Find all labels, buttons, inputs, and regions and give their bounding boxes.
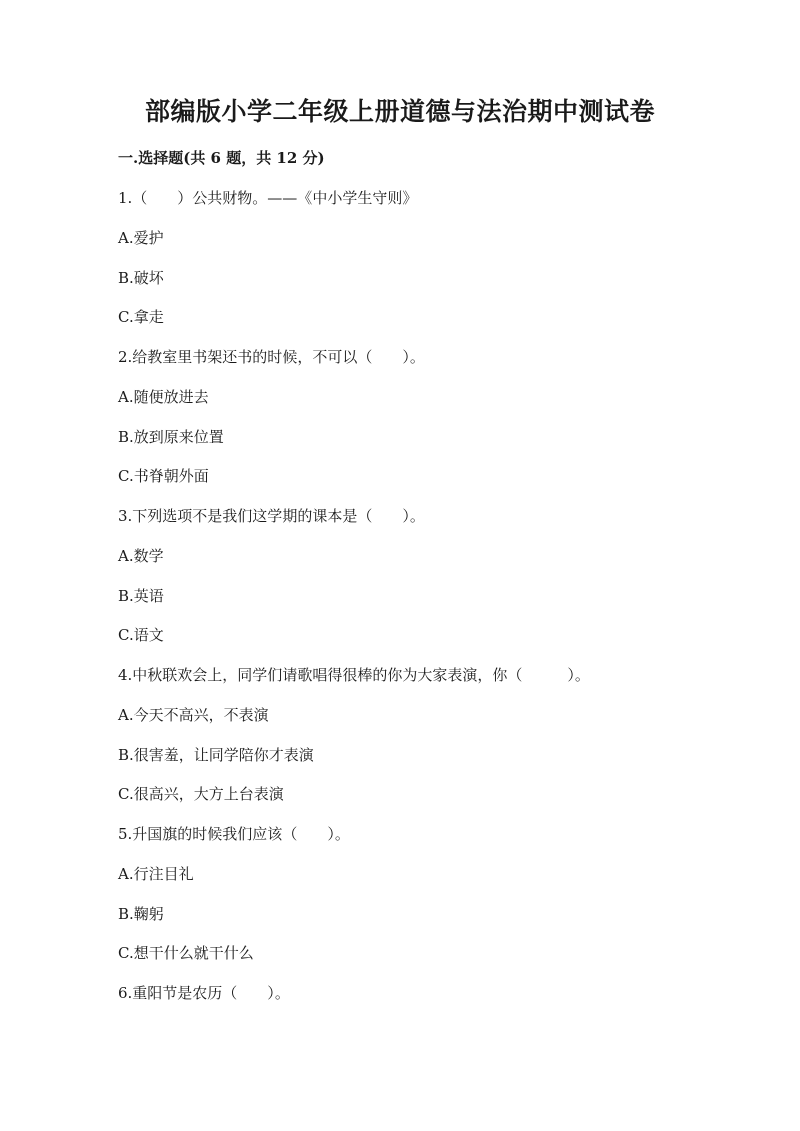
section-header: 一.选择题(共 6 题，共 12 分) bbox=[118, 149, 325, 167]
answer-option: A.今天不高兴，不表演 bbox=[118, 705, 269, 724]
answer-option: C.很高兴，大方上台表演 bbox=[118, 785, 284, 804]
answer-option: C.语文 bbox=[118, 626, 164, 645]
answer-option: B.破坏 bbox=[118, 268, 164, 287]
question-stem: 4.中秋联欢会上，同学们请歌唱得很棒的你为大家表演，你（ ）。 bbox=[118, 666, 590, 684]
answer-option: B.英语 bbox=[118, 586, 164, 605]
answer-option: A.数学 bbox=[118, 546, 164, 565]
answer-option: B.很害羞，让同学陪你才表演 bbox=[118, 745, 314, 764]
answer-option: C.想干什么就干什么 bbox=[118, 944, 254, 963]
answer-option: A.行注目礼 bbox=[118, 864, 194, 883]
answer-option: C.拿走 bbox=[118, 308, 164, 327]
answer-option: C.书脊朝外面 bbox=[118, 467, 209, 486]
answer-option: B.放到原来位置 bbox=[118, 427, 224, 446]
question-stem: 6.重阳节是农历（ ）。 bbox=[118, 984, 290, 1002]
answer-option: A.随便放进去 bbox=[118, 387, 209, 406]
question-list bbox=[118, 185, 738, 1020]
question-stem: 5.升国旗的时候我们应该（ ）。 bbox=[118, 825, 350, 843]
question-stem: 3.下列选项不是我们这学期的课本是（ ）。 bbox=[118, 507, 425, 525]
question-stem: 1.（ ）公共财物。——《中小学生守则》 bbox=[118, 189, 418, 207]
exam-title: 部编版小学二年级上册道德与法治期中测试卷 bbox=[144, 97, 655, 126]
question-stem: 2.给教室里书架还书的时候，不可以（ ）。 bbox=[118, 348, 425, 366]
answer-option: B.鞠躬 bbox=[118, 904, 164, 923]
answer-option: A.爱护 bbox=[118, 228, 164, 247]
